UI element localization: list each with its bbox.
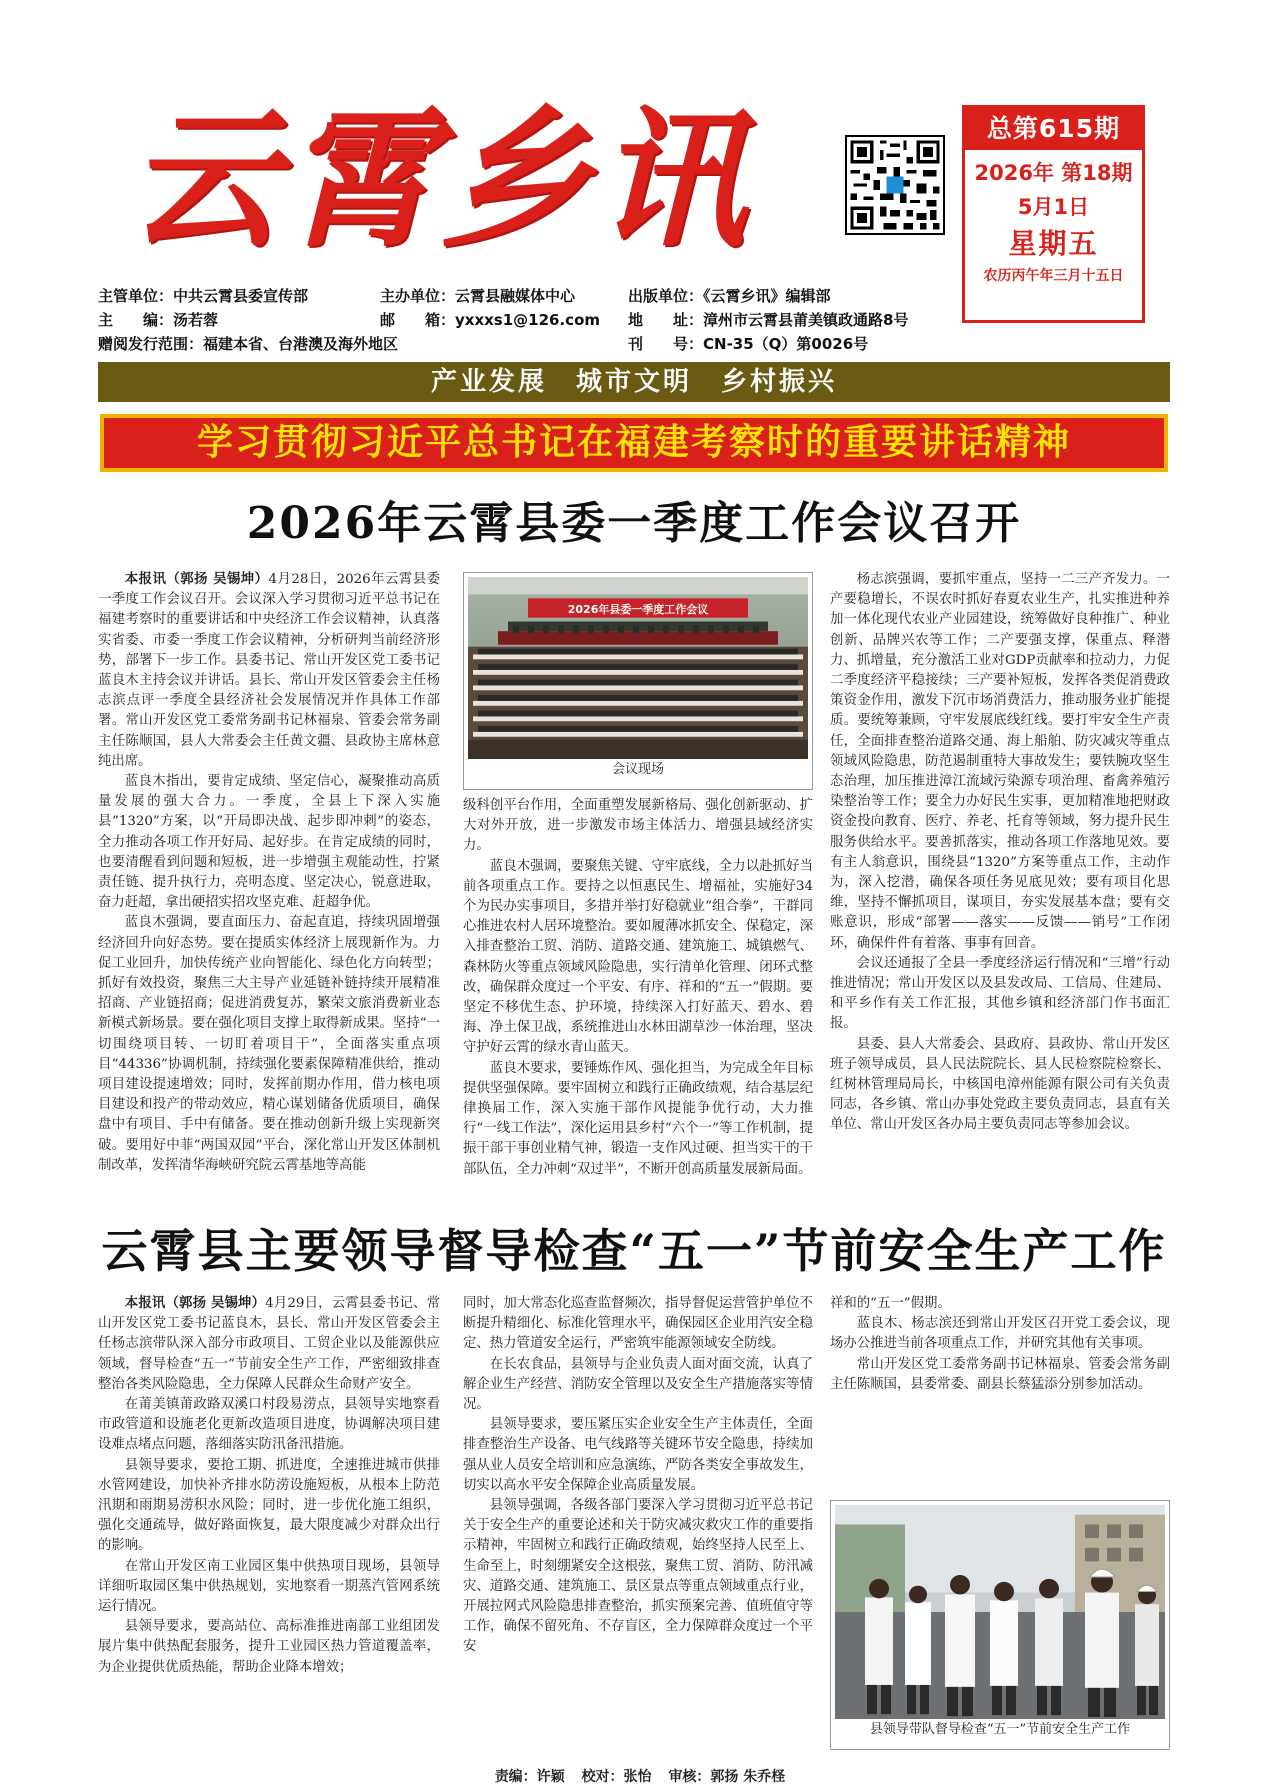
article1-paragraph: 蓝良木指出，要肯定成绩、坚定信心，凝聚推动高质量发展的强大合力。一季度，全县上下深入实施县“1320”方案，以“开局即决战、起步即冲刺”的姿态，全力推动各项工作开好局、起好步。在肯定成绩的同时，也要清醒看到问题和短板，进一步增强主观能动性，拧紧责任链、提升执行力，亮明态度、坚定决心，锐意进取，奋力赶超，拿出硬招实招攻坚克难、赶超争优。 xyxy=(98,774,440,911)
slogan-bar: 产业发展 城市文明 乡村振兴 xyxy=(98,362,1170,402)
footer-proofreader: 校对：张怡 xyxy=(581,1769,652,1785)
pub-sponsor: 主办单位：云霄县融媒体中心 xyxy=(380,287,576,305)
issue-info-box xyxy=(962,105,1145,323)
article1-column-3 xyxy=(830,570,1170,1136)
article2-paragraph: 在常山开发区南工业园区集中供热项目现场，县领导详细听取园区集中供热规划，实地察看一期蒸汽管网系统运行情况。 xyxy=(98,1558,440,1615)
article2-paragraph: 4月29日，云霄县委书记、常山开发区党工委书记蓝良木，县长、常山开发区管委会主任杨志滨带队深入部分市政项目、工贸企业以及能源供应领域，督导检查“五一”节前安全生产工作，严密细致排查整治各类风险隐患，全力保障人民群众生命财产安全。 xyxy=(98,1296,440,1392)
issue-date: 5月1日 xyxy=(1017,195,1090,219)
footer-credits xyxy=(0,1766,1280,1786)
article1-column-2 xyxy=(463,796,813,1180)
article2-headline: 云霄县主要领导督导检查“五一”节前安全生产工作 xyxy=(101,1224,1167,1278)
article2-paragraph: 同时，加大常态化巡查监督频次，指导督促运营管护单位不断提升精细化、标准化管理水平，确保园区企业用汽安全稳定、热力管道安全运行，严密筑牢能源领域安全防线。 xyxy=(463,1296,813,1352)
inspection-photo xyxy=(835,1505,1165,1719)
article2-paragraph: 县领导要求，要高站位、高标准推进南部工业组团发展片集中供热配套服务，提升工业园区热力管道覆盖率，为企业提供优质热能，帮助企业降本增效； xyxy=(98,1619,440,1675)
meeting-photo xyxy=(468,577,808,759)
article2-paragraph: 在莆美镇莆政路双溪口村段易涝点，县领导实地察看市政管道和设施老化更新改造项目进度，协调解决项目建设难点堵点问题，落细落实防汛备汛措施。 xyxy=(98,1397,440,1453)
article2-paragraph: 县领导要求，要抢工期、抓进度，全速推进城市供排水管网建设，加快补齐排水防涝设施短板，从根本上防范汛期和雨期易涝积水风险；同时，进一步优化施工组织，强化交通疏导，做好路面恢复，最大限度减少对群众出行的影响。 xyxy=(98,1457,440,1554)
pub-distribution: 赠阅发行范围：福建本省、台港澳及海外地区 xyxy=(98,335,399,353)
article2-paragraph: 县领导要求，要压紧压实企业安全生产主体责任，全面排查整治生产设备、电气线路等关键环节安全隐患，持续加强从业人员安全培训和应急演练，严防各类安全事故发生，切实以高水平安全保障企业高质量发展。 xyxy=(463,1417,813,1493)
article1-paragraph: 会议还通报了全县一季度经济运行情况和“三增”行动推进情况；常山开发区以及县发改局、工信局、住建局、和平乡作有关工作汇报，其他乡镇和经济部门作书面汇报。 xyxy=(830,955,1170,1032)
article1-photo xyxy=(463,572,813,790)
issue-lunar-date: 农历丙午年三月十五日 xyxy=(983,268,1124,284)
pub-info-row xyxy=(98,284,958,308)
article2-photo-caption: 县领导带队督导检查“五一”节前安全生产工作 xyxy=(869,1722,1131,1737)
article1-byline: 本报讯（郭扬 吴锡坤） xyxy=(124,572,269,587)
article1-paragraph: 蓝良木强调，要直面压力、奋起直追，持续巩固增强经济回升向好态势。要在提质实体经济上展现新作为。力促工业回升，加快传统产业向智能化、绿色化方向转型；抓好有效投资，聚焦三大主导产业延链补链持续开展精准招商、产业链招商；促进消费复苏，繁荣文旅消费新业态新模式新场景。要在强化项目支撑上取得新成果。坚持“一切围绕项目转、一切盯着项目干”，全面落实重点项目“44336”协调机制，持续强化要素保障精准供给，推动项目建设提速增效；同时，发挥前期办作用，借力核电项目建设和投产的带动效应，精心谋划储备优质项目，确保盘中有项目、手中有储备。要在推动创新升级上实现新突破。要用好中菲“两国双园”平台，深化常山开发区体制机制改革，发挥清华海峡研究院云霄基地等高能 xyxy=(98,915,440,1173)
article1-paragraph: 县委、县人大常委会、县政府、县政协、常山开发区班子领导成员，县人民法院院长、县人民检察院检察长、红树林管理局局长，中核国电漳州能源有限公司有关负责同志，各乡镇、常山办事处党政主要负责同志，县直有关单位、常山开发区各办局主要负责同志等参加会议。 xyxy=(830,1036,1170,1133)
article2-paragraph: 县领导强调，各级各部门要深入学习贯彻习近平总书记关于安全生产的重要论述和关于防灾减灾救灾工作的重要指示精神，牢固树立和践行正确政绩观，始终坚持人民至上、生命至上，时刻绷紧安全这根弦，聚焦工贸、消防、防汛减灾、道路交通、建筑施工、景区景点等重点领域重点行业，开展拉网式风险隐患排查整治，抓实预案完善、值班值守等工作，确保不留死角、不存盲区，全力保障群众度过一个平安 xyxy=(463,1498,813,1655)
article2-column-3 xyxy=(830,1294,1170,1395)
qr-code xyxy=(845,135,945,235)
article2-byline: 本报讯（郭扬 吴锡坤） xyxy=(124,1296,266,1311)
pub-info-row xyxy=(98,308,958,332)
article2-photo xyxy=(830,1500,1170,1750)
article2-paragraph: 在长农食品，县领导与企业负责人面对面交流，认真了解企业生产经营、消防安全管理以及安全生产措施落实等情况。 xyxy=(463,1356,813,1413)
article1-column-1 xyxy=(98,570,440,1176)
article1-headline: 2026年云霄县委一季度工作会议召开 xyxy=(246,498,1022,549)
pub-address: 地 址：漳州市云霄县莆美镇政通路8号 xyxy=(628,311,909,329)
article1-paragraph: 蓝良木强调，要聚焦关键、守牢底线，全力以赴抓好当前各项重点工作。要持之以恒惠民生、增福祉，实施好34个为民办实事项目，多措并举打好稳就业“组合拳”，干群同心推进农村人居环境整治。要如履薄冰抓安全、保稳定，深入排查整治工贸、消防、道路交通、建筑施工、城镇燃气、森林防火等重点领域风险隐患，实行清单化管理、闭环式整改，确保群众度过一个平安、有序、祥和的“五一”假期。要坚定不移优生态、护环境，持续深入打好蓝天、碧水、碧海、净土保卫战，系统推进山水林田湖草沙一体治理，坚决守护好云霄的绿水青山蓝天。 xyxy=(463,858,813,1056)
pub-info-row xyxy=(98,332,958,356)
article1-paragraph: 蓝良木要求，要锤炼作风、强化担当，为完成全年目标提供坚强保障。要牢固树立和践行正确政绩观，结合基层纪律换届工作，深入实施干部作风提能争优行动，大力推行“一线工作法”，深化运用县乡村“六个一”等工作机制，提振干部干事创业精气神，锻造一支作风过硬、担当实干的干部队伍，全力冲刺“双过半”，不断开创高质量发展新局面。 xyxy=(463,1060,813,1177)
issue-weekday: 星期五 xyxy=(1008,227,1099,260)
masthead-title: 云霄乡讯 xyxy=(128,92,753,268)
article2-paragraph: 蓝良木、杨志滨还到常山开发区召开党工委会议，现场办公推进当前各项重点工作，并研究其他有关事项。 xyxy=(830,1316,1170,1352)
article2-paragraph: 祥和的“五一”假期。 xyxy=(830,1296,951,1311)
footer-reviewer: 审核：郭扬 朱乔柽 xyxy=(668,1769,786,1785)
article1-paragraph: 4月28日，2026年云霄县委一季度工作会议召开。会议深入学习贯彻习近平总书记在福建考察时的重要讲话和中央经济工作会议精神，认真落实省委、市委一季度工作会议精神，分析研判当前经济形势，部署下一步工作。县委书记、常山开发区党工委书记蓝良木主持会议并讲话。县长、常山开发区管委会主任杨志滨点评一季度全县经济社会发展情况并作具体工作部署。常山开发区党工委常务副书记林福泉、管委会常务副主任陈顺国，县人大常委会主任黄文疆、县政协主席林意纯出席。 xyxy=(98,572,440,769)
pub-chief-editor: 主 编：汤若蓉 xyxy=(98,311,219,329)
pub-email: 邮 箱：yxxxs1@126.com xyxy=(380,311,601,329)
pub-supervisor: 主管单位：中共云霄县委宣传部 xyxy=(98,287,309,305)
article2-paragraph: 常山开发区党工委常务副书记林福泉、管委会常务副主任陈顺国，县委常委、副县长蔡猛添分别参加活动。 xyxy=(830,1356,1170,1392)
article1-paragraph: 杨志滨强调，要抓牢重点，坚持一二三产齐发力。一产要稳增长，不误农时抓好春夏农业生产，扎实推进种养加一体化现代农业产业园建设，统筹做好良种推广、种业创新、品牌兴农等工作；二产要强支撑，保重点、释潜力、抓增量，充分激活工业对GDP贡献率和拉动力，力促二季度经济平稳接续；三产要补短板，发挥各类促消费政策资金作用，激发下沉市场消费活力，推动服务业扩能提质。要统筹兼顾，守牢发展底线红线。要打牢安全生产责任，全面排查整治道路交通、海上船舶、防灾减灾等重点领域风险隐患，防范遏制重特大事故发生；要铁腕攻坚生态治理，加压推进漳江流域污染源专项治理、畜禽养殖污染整治等工作；要全力办好民生实事，更加精准地把财政资金投向教育、医疗、养老、托育等领域，努力提升民生服务供给水平。要善抓落实，推动各项工作落地见效。要有主人翁意识，围绕县“1320”方案等重点工作，主动作为，深入挖潜，确保各项任务见底见效；要有项目化思维，坚持不懈抓项目，谋项目，夯实发展基本盘；要有交账意识，形成“部署——落实——反馈——销号”工作闭环，确保件件有着落、事事有回音。 xyxy=(830,572,1170,951)
article1-paragraph: 级科创平台作用，全面重塑发展新格局、强化创新驱动、扩大对外开放，进一步激发市场主体活力、增强县域经济实力。 xyxy=(463,798,813,854)
article2-column-1 xyxy=(98,1294,440,1678)
issue-total: 总第615期 xyxy=(965,108,1142,150)
article1-photo-caption: 会议现场 xyxy=(611,762,664,777)
footer-editor: 责编：许颖 xyxy=(494,1769,565,1785)
article2-column-2 xyxy=(463,1294,813,1658)
pub-publisher: 出版单位：《云霄乡讯》编辑部 xyxy=(628,287,831,305)
pub-serial-number: 刊 号：CN-35（Q）第0026号 xyxy=(628,335,869,353)
publication-info xyxy=(98,284,958,356)
topic-banner: 学习贯彻习近平总书记在福建考察时的重要讲话精神 xyxy=(100,414,1168,472)
issue-year-number: 2026年 第18期 xyxy=(974,161,1133,185)
photo-banner-text: 2026年县委一季度工作会议 xyxy=(567,602,709,616)
